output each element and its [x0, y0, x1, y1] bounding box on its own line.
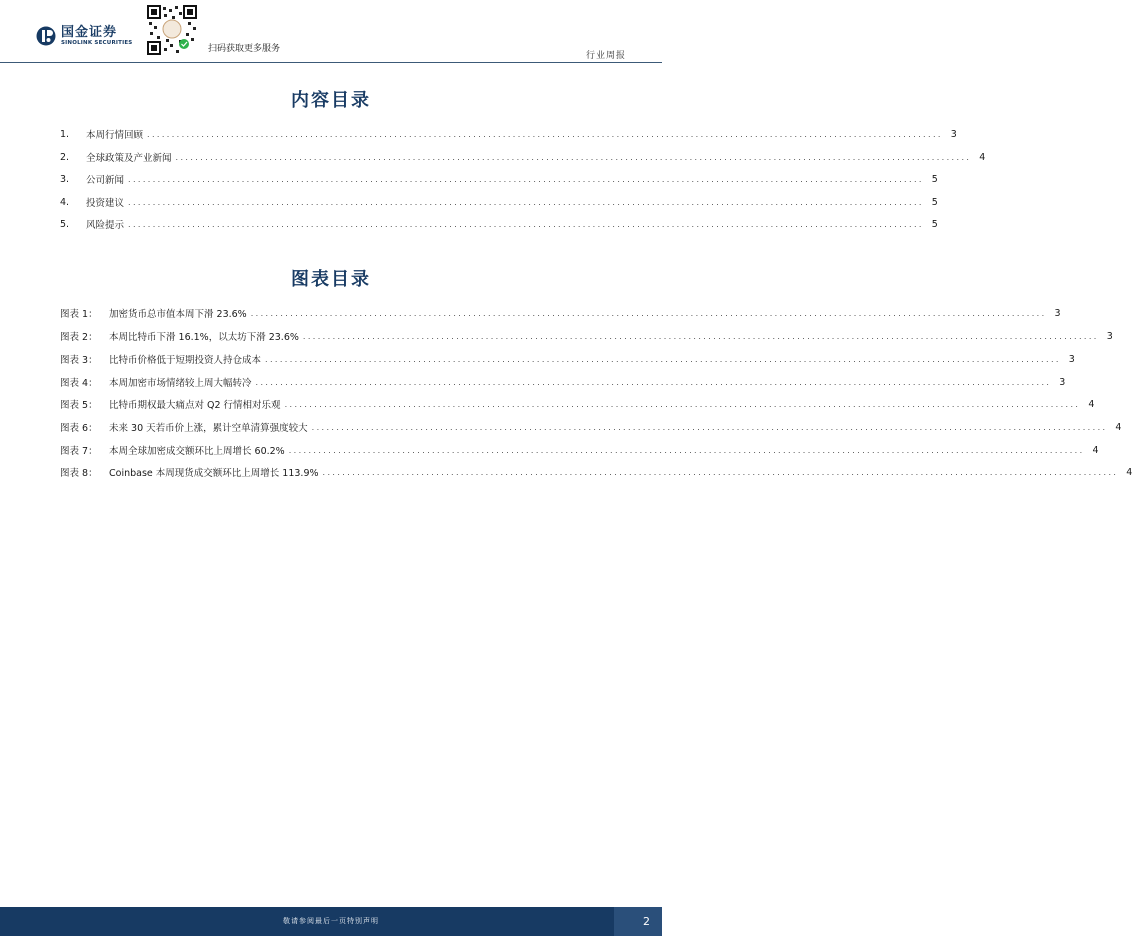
- figure-leader-dots: .................................................................................................................................................................: [311, 422, 1108, 432]
- figure-item-page: 4: [1092, 444, 1099, 456]
- qr-code-icon: [146, 4, 198, 56]
- figure-item-label: 本周加密市场情绪较上周大幅转冷: [109, 378, 252, 389]
- toc-leader-dots: .................................................................................................................................................................: [128, 174, 924, 184]
- figure-item-prefix: 图表 2：: [60, 332, 98, 343]
- figure-item-page: 3: [1068, 353, 1075, 365]
- toc-item-page: 4: [979, 151, 986, 163]
- figure-item-page: 3: [1054, 307, 1061, 319]
- toc-leader-dots: .................................................................................................................................................................: [128, 197, 924, 207]
- toc-item-number: 1.: [60, 128, 70, 140]
- toc-item[interactable]: [60, 172, 938, 186]
- toc-item[interactable]: [60, 150, 986, 164]
- qr-caption: 扫码获取更多服务: [208, 44, 281, 54]
- page-header: [0, 0, 662, 64]
- figure-leader-dots: .................................................................................................................................................................: [250, 308, 1047, 318]
- figure-leader-dots: .................................................................................................................................................................: [322, 467, 1119, 477]
- figure-item-page: 4: [1115, 421, 1122, 433]
- figure-leader-dots: .................................................................................................................................................................: [288, 445, 1085, 455]
- toc-item-label: 投资建议: [86, 198, 125, 209]
- page-footer: [0, 907, 662, 936]
- figure-item-prefix: 图表 5：: [60, 400, 98, 411]
- toc-item-page: 5: [931, 196, 938, 208]
- figure-leader-dots: .................................................................................................................................................................: [284, 399, 1081, 409]
- figure-item[interactable]: [60, 465, 1132, 479]
- company-logo: [36, 26, 132, 47]
- figure-leader-dots: .................................................................................................................................................................: [265, 354, 1061, 364]
- figure-item-prefix: 图表 1：: [60, 309, 98, 320]
- header-divider: [0, 62, 662, 63]
- logo-english-name: SINOLINK SECURITIES: [61, 40, 133, 46]
- figure-item-page: 3: [1106, 330, 1113, 342]
- logo-mark-icon: [36, 26, 56, 46]
- logo-chinese-name: 国金证券: [61, 25, 118, 40]
- toc-leader-dots: .................................................................................................................................................................: [147, 129, 943, 139]
- toc-item-page: 5: [931, 173, 938, 185]
- figure-item-page: 4: [1088, 398, 1095, 410]
- figure-item-prefix: 图表 6：: [60, 423, 98, 434]
- toc-item-label: 本周行情回顾: [86, 130, 144, 141]
- report-type-label: 行业周报: [585, 51, 626, 61]
- figure-item-label: 加密货币总市值本周下滑 23.6%: [109, 309, 247, 320]
- toc-item-number: 3.: [60, 173, 70, 185]
- figure-item-prefix: 图表 4：: [60, 378, 98, 389]
- figure-item-prefix: 图表 3：: [60, 355, 98, 366]
- figure-item-label: 本周比特币下滑 16.1%，以太坊下滑 23.6%: [109, 332, 299, 343]
- figure-item-page: 4: [1126, 466, 1132, 478]
- toc-item-page: 5: [931, 218, 938, 230]
- figure-item-label: 未来 30 天若币价上涨，累计空单清算强度较大: [109, 423, 308, 434]
- footer-disclaimer: 敬请参阅最后一页特别声明: [283, 917, 379, 925]
- figure-leader-dots: .................................................................................................................................................................: [302, 331, 1099, 341]
- figure-item[interactable]: [60, 443, 1099, 457]
- figure-item[interactable]: [60, 329, 1113, 343]
- figure-item-label: 本周全球加密成交额环比上周增长 60.2%: [109, 446, 285, 457]
- figure-item-prefix: 图表 8：: [60, 468, 98, 479]
- figure-item-label: 比特币期权最大痛点对 Q2 行情相对乐观: [109, 400, 281, 411]
- toc-item-label: 全球政策及产业新闻: [86, 153, 172, 164]
- toc-item-number: 5.: [60, 218, 70, 230]
- toc-leader-dots: .................................................................................................................................................................: [175, 152, 972, 162]
- figures-title: 图表目录: [291, 269, 371, 290]
- figure-item[interactable]: [60, 352, 1075, 366]
- toc-item-label: 风险提示: [86, 220, 125, 231]
- toc-item[interactable]: [60, 217, 938, 231]
- toc-item[interactable]: [60, 127, 957, 141]
- figure-item-label: 比特币价格低于短期投资人持仓成本: [109, 355, 262, 366]
- figure-item-page: 3: [1059, 376, 1066, 388]
- figure-item[interactable]: [60, 420, 1122, 434]
- toc-item-page: 3: [950, 128, 957, 140]
- toc-title: 内容目录: [291, 90, 371, 111]
- figure-leader-dots: .................................................................................................................................................................: [255, 377, 1052, 387]
- figure-item[interactable]: [60, 397, 1095, 411]
- page-number-box: [614, 907, 662, 936]
- figure-item-label: Coinbase 本周现货成交额环比上周增长 113.9%: [109, 468, 319, 479]
- toc-leader-dots: .................................................................................................................................................................: [128, 219, 924, 229]
- figure-item[interactable]: [60, 375, 1066, 389]
- toc-item[interactable]: [60, 195, 938, 209]
- toc-item-number: 2.: [60, 151, 70, 163]
- toc-item-label: 公司新闻: [86, 175, 125, 186]
- toc-item-number: 4.: [60, 196, 70, 208]
- figure-item-prefix: 图表 7：: [60, 446, 98, 457]
- page-number: 2: [643, 915, 650, 928]
- figure-item[interactable]: [60, 306, 1061, 320]
